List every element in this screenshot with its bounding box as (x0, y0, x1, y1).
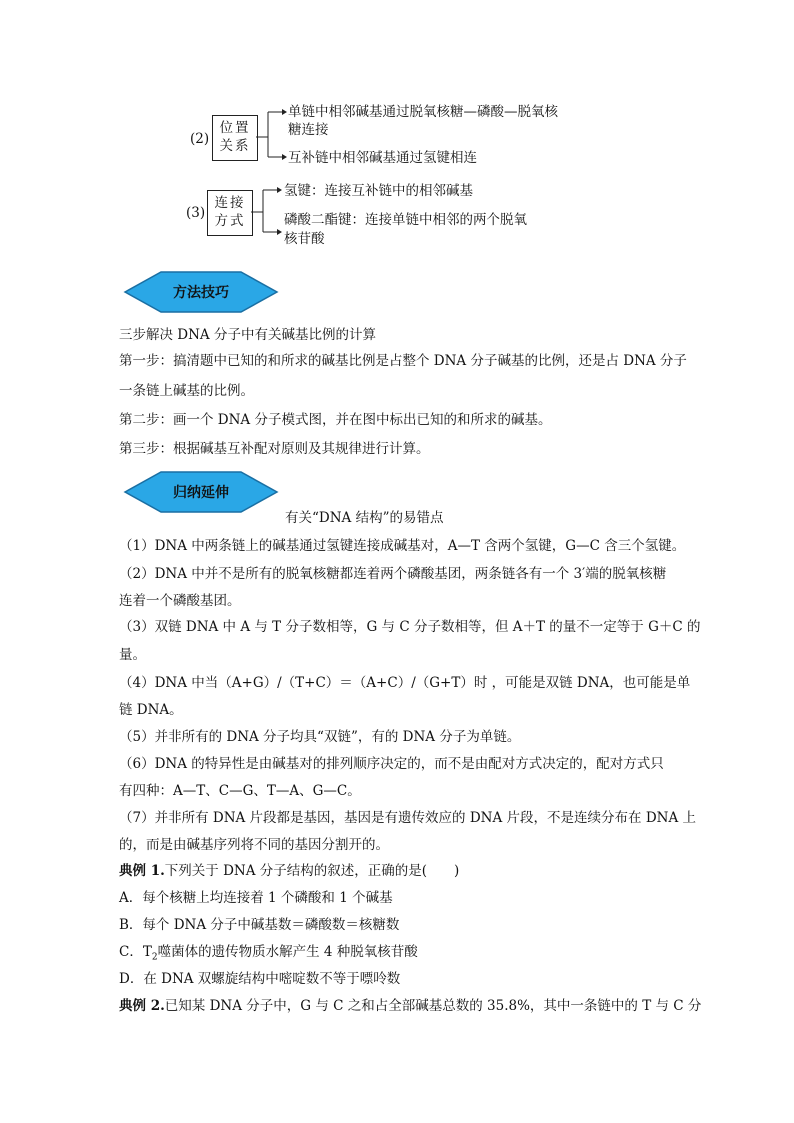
item2-branch1-line2: 糖连接 (288, 122, 329, 138)
section2-p4-line1: （4）DNA 中当（A+G）/（T+C）＝（A+C）/（G+T）时 ，可能是双链 DNA，也可能是单 (119, 675, 691, 691)
section2-p6-line1: （6）DNA 的特异性是由碱基对的排列顺序决定的，而不是由配对方式决定的，配对方式只 (119, 756, 664, 772)
summary-extension-banner-label: 归纳延伸 (173, 485, 229, 501)
example1-option-c[interactable] (119, 944, 418, 966)
section2-p6-line2: 有四种：A—T、C—G、T—A、G—C。 (119, 783, 361, 799)
section1-step1-line2: 一条链上碱基的比例。 (119, 383, 254, 399)
example1-stem-line (119, 863, 459, 879)
section2-p1: （1）DNA 中两条链上的碱基通过氢键连接成碱基对，A—T 含两个氢键，G—C 含三个氢键。 (119, 538, 686, 554)
example1-option-d[interactable]: D．在 DNA 双螺旋结构中嘧啶数不等于嘌呤数 (119, 971, 401, 987)
item3-box-line1: 连接 (214, 195, 246, 211)
method-tips-banner-label: 方法技巧 (173, 285, 229, 301)
section2-p2-line1: （2）DNA 中并不是所有的脱氧核糖都连着两个磷酸基团，两条链各有一个 3′端的脱氧核糖 (119, 566, 667, 582)
example1-option-a[interactable]: A．每个核糖上均连接着 1 个磷酸和 1 个碱基 (119, 890, 393, 906)
section1-step3: 第三步：根据碱基互补配对原则及其规律进行计算。 (119, 441, 430, 457)
example2-stem: 已知某 DNA 分子中，G 与 C 之和占全部碱基总数的 35.8%，其中一条链中的 T 与 C 分 (164, 998, 702, 1014)
example1-option-c-text: 噬菌体的遗传物质水解产生 4 种脱氧核苷酸 (157, 944, 418, 960)
section2-p7-line2: 的，而是由碱基序列将不同的基因分割开的。 (119, 837, 389, 853)
section1-title: 三步解决 DNA 分子中有关碱基比例的计算 (119, 327, 376, 343)
example2-stem-line (119, 998, 701, 1014)
item2-branch2: 互补链中相邻碱基通过氢键相连 (288, 150, 477, 166)
example2-label: 典例 2. (119, 998, 165, 1014)
example1-option-b[interactable]: B．每个 DNA 分子中碱基数＝磷酸数＝核糖数 (119, 917, 400, 933)
item2-number: (2) (190, 131, 210, 147)
example1-option-c-subscript: 2 (151, 952, 158, 963)
item2-box-line1: 位置 (219, 120, 251, 136)
section1-step1-line1: 第一步：搞清题中已知的和所求的碱基比例是占整个 DNA 分子碱基的比例，还是占 DNA 分子 (119, 353, 687, 369)
item3-branch1: 氢键：连接互补链中的相邻碱基 (284, 183, 473, 199)
item2-branch1-line1: 单链中相邻碱基通过脱氧核糖—磷酸—脱氧核 (288, 104, 558, 120)
item3-branch2-line1: 磷酸二酯键：连接单链中相邻的两个脱氧 (284, 212, 527, 228)
section2-p5: （5）并非所有的 DNA 分子均具“双链”，有的 DNA 分子为单链。 (119, 729, 521, 745)
example1-label: 典例 1. (119, 863, 165, 879)
item3-branch2-line2: 核苷酸 (284, 231, 325, 247)
item3-number: (3) (186, 205, 206, 221)
example1-option-c-prefix: C．T (119, 944, 152, 960)
item2-box-line2: 关系 (219, 138, 251, 154)
section2-p3-line1: （3）双链 DNA 中 A 与 T 分子数相等，G 与 C 分子数相等，但 A＋T 的量不一定等于 G＋C 的 (119, 619, 701, 635)
section2-p7-line1: （7）并非所有 DNA 片段都是基因，基因是有遗传效应的 DNA 片段，不是连续分布在 DNA 上 (119, 810, 696, 826)
summary-extension-banner (123, 468, 279, 516)
section2-p2-line2: 连着一个磷酸基团。 (119, 593, 241, 609)
section1-step2: 第二步：画一个 DNA 分子模式图，并在图中标出已知的和所求的碱基。 (119, 412, 552, 428)
section2-p3-line2: 量。 (119, 647, 146, 663)
section2-title: 有关“DNA 结构”的易错点 (285, 510, 444, 526)
item3-box (207, 190, 253, 236)
item2-box (212, 115, 258, 161)
method-tips-banner (123, 268, 279, 316)
section2-p4-line2: 链 DNA。 (119, 702, 183, 718)
item3-box-line2: 方式 (214, 213, 246, 229)
example1-stem: 下列关于 DNA 分子结构的叙述，正确的是( ) (164, 863, 460, 879)
